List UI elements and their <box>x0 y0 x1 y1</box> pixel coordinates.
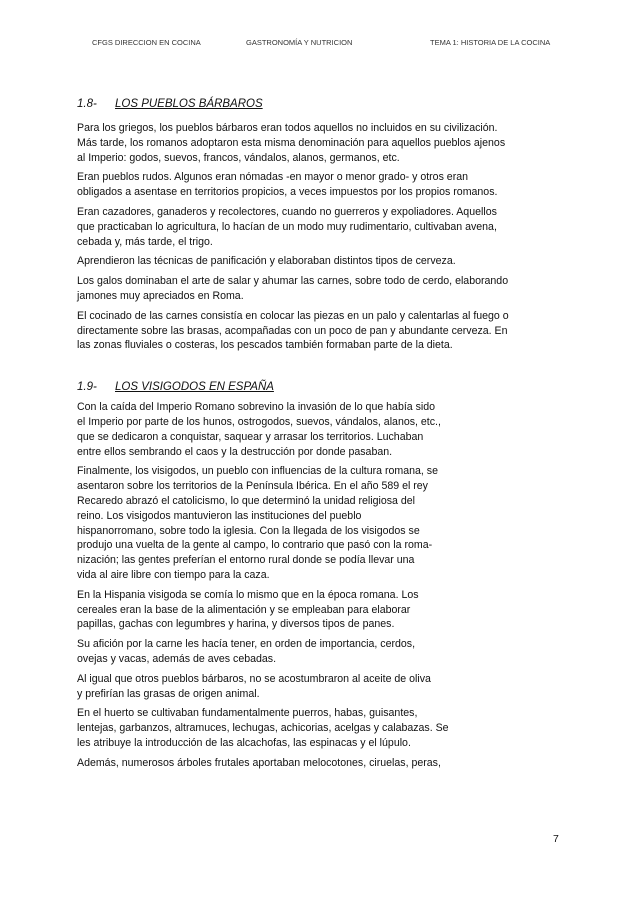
text-line: En la Hispania visigoda se comía lo mismo que en la época romana. Los <box>77 588 419 601</box>
text-line: hispanorromano, sobre todo la iglesia. Con la llegada de los visigodos se <box>77 524 420 537</box>
paragraph <box>77 706 561 750</box>
text-line: cebada y, más tarde, el trigo. <box>77 235 213 248</box>
text-line: el Imperio por parte de los hunos, ostrogodos, suevos, vándalos, alanos, etc., <box>77 415 441 428</box>
section-number: 1.8- <box>77 98 97 110</box>
text-line: al Imperio: godos, suevos, francos, vándalos, alanos, germanos, etc. <box>77 151 400 164</box>
text-line: Además, numerosos árboles frutales aportaban melocotones, ciruelas, peras, <box>77 756 441 769</box>
text-line: papillas, gachas con legumbres y harina, y diversos tipos de panes. <box>77 618 395 631</box>
page-content <box>77 95 561 775</box>
section-number: 1.9- <box>77 381 97 394</box>
paragraph <box>77 309 561 353</box>
text-line: entre ellos sembrando el caos y la destrucción por donde pasaban. <box>77 445 393 458</box>
text-line: las zonas fluviales o costeras, los pescados también formaban parte de la dieta. <box>77 339 453 352</box>
section-heading-1-9 <box>77 378 561 396</box>
header-subject: GASTRONOMÍA Y NUTRICION <box>246 38 353 47</box>
text-line: directamente sobre las brasas, acompañadas con un poco de pan y abundante cerveza. En <box>77 324 508 337</box>
page-number: 7 <box>553 833 559 845</box>
text-line: Eran pueblos rudos. Algunos eran nómadas -en mayor o menor grado- y otros eran <box>77 171 469 184</box>
text-line: Su afición por la carne les hacía tener, en orden de importancia, cerdos, <box>77 638 416 651</box>
text-line: obligados a asentase en territorios propicios, a veces impuestos por los propios romanos. <box>77 186 498 199</box>
paragraph <box>77 637 561 667</box>
text-line: Finalmente, los visigodos, un pueblo con influencias de la cultura romana, se <box>77 465 438 478</box>
text-line: les atribuye la introducción de las alcachofas, las espinacas y el lúpulo. <box>77 736 411 749</box>
text-line: vida al aire libre con tiempo para la caza. <box>77 568 270 581</box>
paragraph <box>77 274 561 304</box>
text-line: y prefirían las grasas de origen animal. <box>77 687 260 700</box>
text-line: que practicaban lo agricultura, lo hacían de un modo muy rudimentario, cultivaban avena, <box>77 220 497 233</box>
text-line: Para los griegos, los pueblos bárbaros eran todos aquellos no incluidos en su civilización. <box>77 122 498 134</box>
text-line: nización; las gentes preferían el entorno rural donde se podía llevar una <box>77 554 415 567</box>
paragraph <box>77 400 561 459</box>
text-line: Aprendieron las técnicas de panificación y elaboraban distintos tipos de cerveza. <box>77 255 456 268</box>
text-line: produjo una vuelta de la gente al campo, lo contrario que pasó con la roma- <box>77 539 433 552</box>
page-header <box>0 38 638 50</box>
text-line: jamones muy apreciados en Roma. <box>77 289 244 302</box>
paragraph <box>77 756 561 771</box>
section-title: LOS PUEBLOS BÁRBAROS <box>115 98 263 110</box>
text-line: En el huerto se cultivaban fundamentalmente puerros, habas, guisantes, <box>77 707 418 720</box>
text-line: que se dedicaron a conquistar, saquear y arrasar los territorios. Luchaban <box>77 430 424 443</box>
paragraph <box>77 205 561 249</box>
text-line: ovejas y vacas, además de aves cebadas. <box>77 652 277 665</box>
text-line: cereales eran la base de la alimentación y se empleaban para elaborar <box>77 603 411 616</box>
text-line: asentaron sobre los territorios de la Península Ibérica. En el año 589 el rey <box>77 480 428 493</box>
text-line: El cocinado de las carnes consistía en colocar las piezas en un palo y calentarlas al fuego o <box>77 309 509 322</box>
paragraph <box>77 170 561 200</box>
section-title: LOS VISIGODOS EN ESPAÑA <box>115 381 274 394</box>
section-heading-1-8 <box>77 95 561 113</box>
paragraph <box>77 464 561 582</box>
text-line: Más tarde, los romanos adoptaron esta misma denominación para aquellos pueblos ajenos <box>77 136 506 149</box>
text-line: Al igual que otros pueblos bárbaros, no se acostumbraron al aceite de oliva <box>77 672 431 685</box>
text-line: Los galos dominaban el arte de salar y ahumar las carnes, sobre todo de cerdo, elaborando <box>77 275 509 288</box>
text-line: reino. Los visigodos mantuvieron las instituciones del pueblo <box>77 509 362 522</box>
header-course: CFGS DIRECCION EN COCINA <box>92 38 201 47</box>
header-topic: TEMA 1: HISTORIA DE LA COCINA <box>430 38 551 47</box>
text-line: lentejas, garbanzos, altramuces, lechugas, achicorias, acelgas y calabazas. Se <box>77 722 449 735</box>
paragraph <box>77 672 561 702</box>
paragraph <box>77 121 561 165</box>
paragraph <box>77 588 561 632</box>
text-line: Con la caída del Imperio Romano sobrevino la invasión de lo que había sido <box>77 401 436 414</box>
text-line: Eran cazadores, ganaderos y recolectores, cuando no guerreros y expoliadores. Aquellos <box>77 205 497 218</box>
text-line: Recaredo abrazó el catolicismo, lo que determinó la unidad religiosa del <box>77 494 416 507</box>
paragraph <box>77 254 561 269</box>
